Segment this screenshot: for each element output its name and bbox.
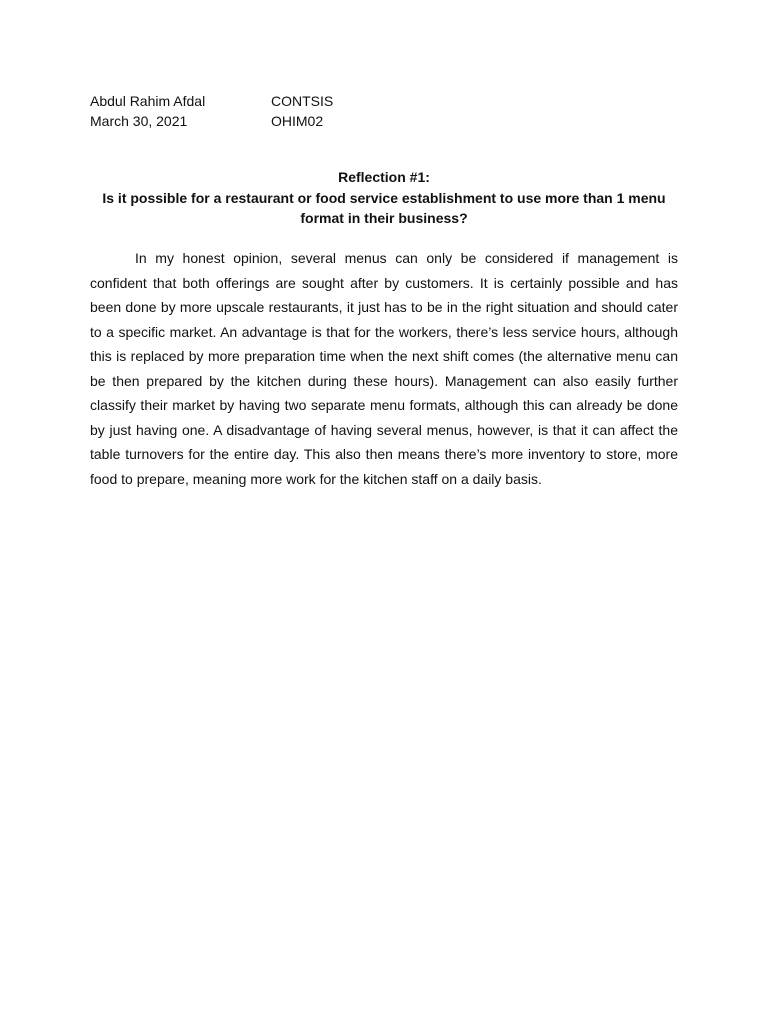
header-row-2 (90, 111, 690, 131)
reflection-heading: Reflection #1: (338, 169, 430, 185)
author-name: Abdul Rahim Afdal (90, 93, 206, 109)
section-code: OHIM02 (271, 113, 324, 129)
document-date: March 30, 2021 (90, 113, 188, 129)
reflection-title-block (90, 167, 678, 229)
header-row-1 (90, 91, 690, 111)
document-header (90, 91, 690, 131)
course-code: CONTSIS (271, 93, 334, 109)
body-paragraph: In my honest opinion, several menus can only be considered if management is confident that both offerings are sought after by customers. It is certainly possible and has been done by more upscale restaurants, it just has to be in the right situation and should cater to a specific market. An advantage is that for the workers, there’s less service hours, although this is replaced by more preparation time when the next shift comes (the alternative menu can be then prepared by the kitchen during these hours). Management can also easily further classify their market by having two separate menu formats, although this can already be done by just having one. A disadvantage of having several menus, however, is that it can affect the table turnovers for the entire day. This also then means there’s more inventory to store, more food to prepare, meaning more work for the kitchen staff on a daily basis. (90, 250, 678, 487)
reflection-question: Is it possible for a restaurant or food service establishment to use more than 1 menu format in their business? (102, 189, 666, 226)
